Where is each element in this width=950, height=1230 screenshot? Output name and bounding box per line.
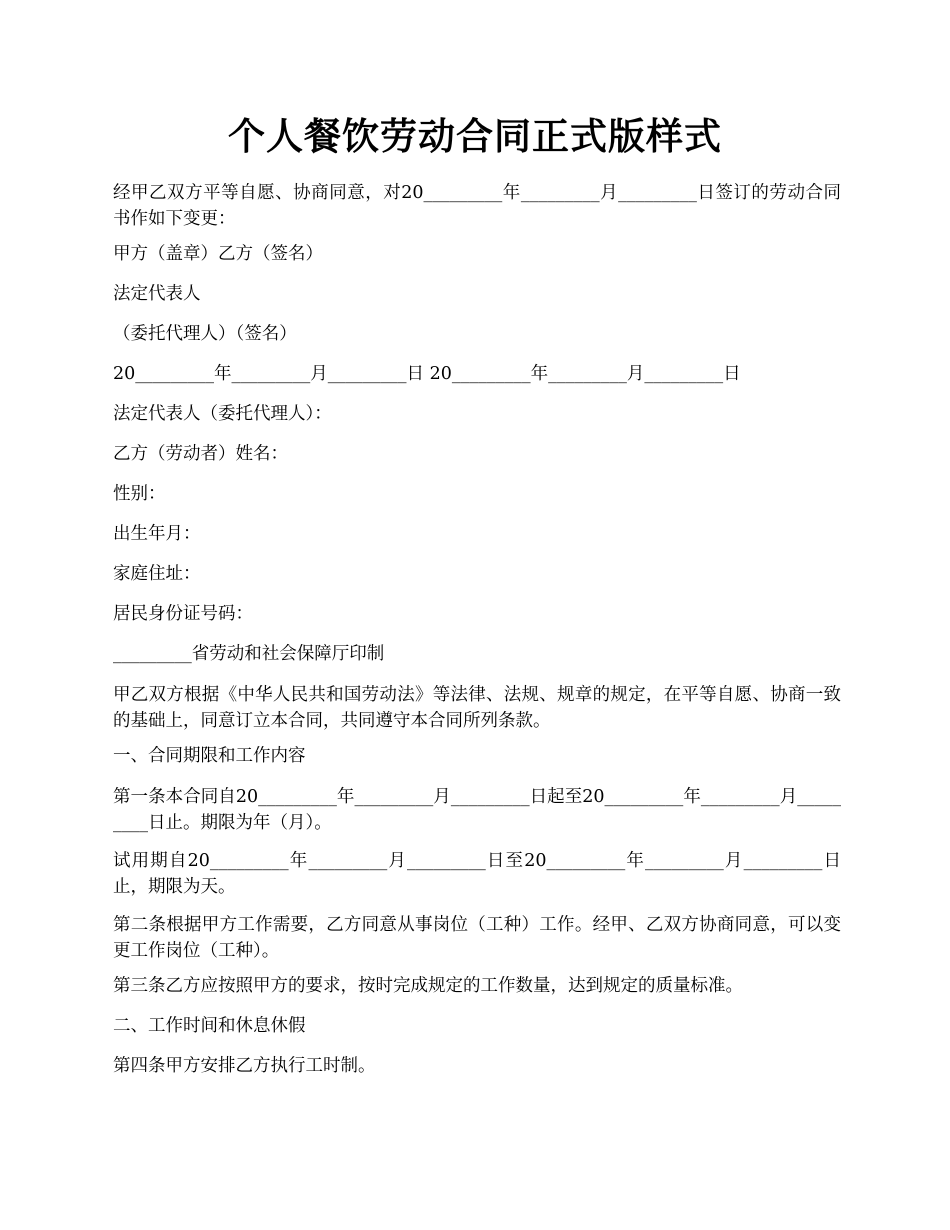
document-title: 个人餐饮劳动合同正式版样式 [228,114,722,158]
section-heading-term: 一、合同期限和工作内容 [113,746,306,766]
paragraph-article-3: 第三条乙方应按照甲方的要求，按时完成规定的工作数量，达到规定的质量标准。 [113,976,743,996]
paragraph-probation: 试用期自20_________年_________月_________日至20_________年_________月_________日止，期限为天。 [113,851,841,897]
paragraph-legal-rep: 法定代表人 [113,284,201,304]
paragraph-preamble: 甲乙双方根据《中华人民共和国劳动法》等法律、法规、规章的规定，在平等自愿、协商一致的基础上，同意订立本合同，共同遵守本合同所列条款。 [113,685,841,731]
paragraph-amendment-intro: 经甲乙双方平等自愿、协商同意，对20_________年_________月_________日签订的劳动合同书作如下变更： [113,183,841,229]
paragraph-agent-signature: （委托代理人）（签名） [113,324,297,344]
paragraph-birth-date: 出生年月： [113,524,201,544]
paragraph-party-seals: 甲方（盖章）乙方（签名） [113,244,323,264]
section-heading-hours: 二、工作时间和休息休假 [113,1016,306,1036]
paragraph-printed-by: _________省劳动和社会保障厅印制 [113,644,385,664]
paragraph-legal-rep-agent: 法定代表人（委托代理人）： [113,404,332,424]
paragraph-article-1: 第一条本合同自20_________年_________月_________日起至20_________年_________月_________日止。期限为年（月）。 [113,787,841,833]
paragraph-article-2: 第二条根据甲方工作需要，乙方同意从事岗位（工种）工作。经甲、乙双方协商同意，可以变更工作岗位（工种）。 [113,915,841,961]
paragraph-worker-name: 乙方（劳动者）姓名： [113,444,288,464]
paragraph-article-4: 第四条甲方安排乙方执行工时制。 [113,1056,376,1076]
paragraph-home-address: 家庭住址： [113,564,201,584]
paragraph-sign-dates: 20_________年_________月_________日 20_________年_________月_________日 [113,364,741,384]
paragraph-gender: 性别： [113,484,166,504]
paragraph-id-number: 居民身份证号码： [113,604,253,624]
